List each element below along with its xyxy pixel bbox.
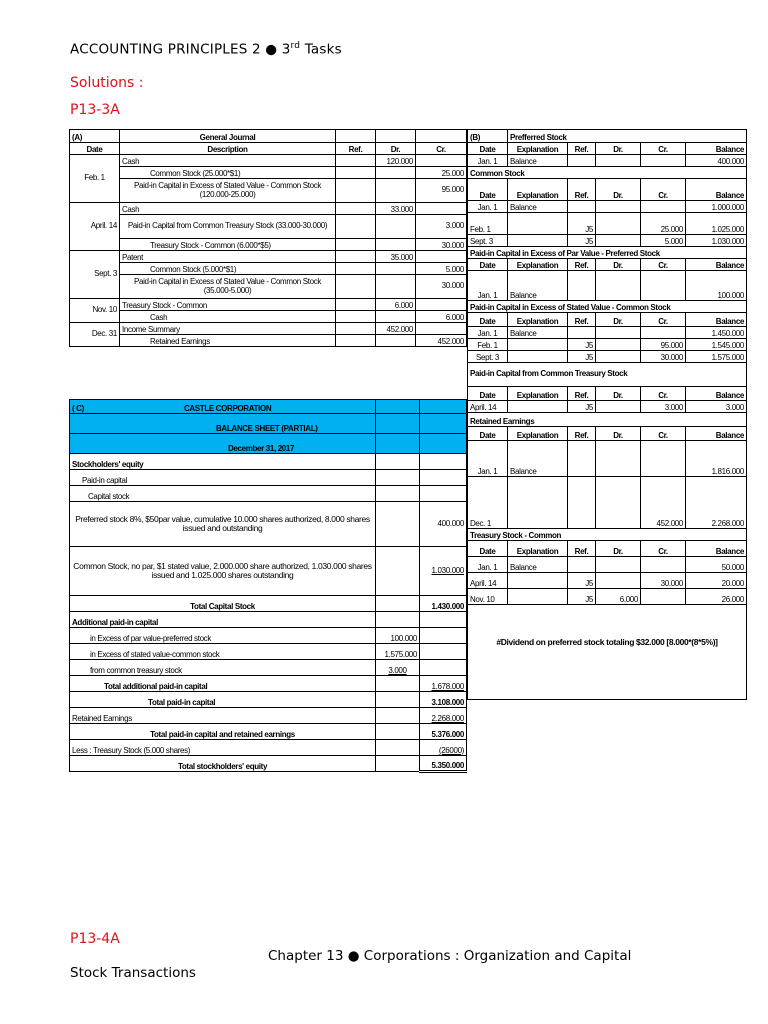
treasury-less-label: Less : Treasury Stock (5.000 shares) <box>70 740 376 756</box>
total-se-label: Total stockholders' equity <box>70 756 376 772</box>
col-description: Description <box>120 143 336 155</box>
chapter-footer-continued: Stock Transactions <box>70 965 196 981</box>
entry-date: Feb. 1 <box>70 155 120 203</box>
ledger-balance: 1.450.000 <box>686 327 747 339</box>
entry-desc: Paid-in Capital in Excess of Stated Value - Common Stock (35.000-5.000) <box>120 275 336 299</box>
ledger-col-balance: Balance <box>686 313 747 327</box>
ledger-ref: J5 <box>568 339 596 351</box>
ledger-col-dr: Dr. <box>596 427 641 441</box>
ledger-col-date: Date <box>468 259 508 271</box>
ledger-ref: J5 <box>568 573 596 589</box>
ledger-col-cr: Cr. <box>641 143 686 155</box>
ledger-col-date: Date <box>468 427 508 441</box>
ledger-cr: 30.000 <box>641 573 686 589</box>
ledger-col-balance: Balance <box>686 387 747 401</box>
ledger-explanation: Balance <box>508 327 568 339</box>
entry-date: Dec. 31 <box>70 323 120 347</box>
ledger-col-balance: Balance <box>686 427 747 441</box>
ledger-cr: 452.000 <box>641 477 686 529</box>
additional-pic-heading: Additional paid-in capital <box>70 612 376 628</box>
total-pic-value: 3.108.000 <box>420 692 467 708</box>
ledger-date: Dec. 1 <box>468 477 508 529</box>
ledger-ref: J5 <box>568 351 596 363</box>
ledger-cr: 5.000 <box>641 235 686 247</box>
ledger-balance: 1.030.000 <box>686 235 747 247</box>
document-title: ACCOUNTING PRINCIPLES 2 ● 3rd Tasks <box>70 41 342 58</box>
ledger-col-ref: Ref. <box>568 313 596 327</box>
entry-date: April. 14 <box>70 203 120 251</box>
ledger-date: Feb. 1 <box>468 213 508 235</box>
stockholders-equity-heading: Stockholders' equity <box>70 454 376 470</box>
ledger-explanation: Balance <box>508 441 568 477</box>
entry-cr: 30.000 <box>416 239 467 251</box>
ledger-title-retained-earnings: Retained Earnings <box>468 413 747 427</box>
entry-dr: 33.000 <box>376 203 416 215</box>
dividend-note: #Dividend on preferred stock totaling $32.000 [8.000*(8*5%)] <box>468 627 747 647</box>
col-date: Date <box>70 143 120 155</box>
retained-earnings-label: Retained Earnings <box>70 708 376 724</box>
entry-desc: Cash <box>120 203 336 215</box>
ledger-col-explanation: Explanation <box>508 427 568 441</box>
ledger-col-ref: Ref. <box>568 541 596 557</box>
ledger-title-preferred: Prefferred Stock <box>508 130 747 143</box>
ledger-date: Jan. 1 <box>468 327 508 339</box>
ledger-ref: J5 <box>568 235 596 247</box>
ledger-col-date: Date <box>468 313 508 327</box>
total-se-value: 5.350.000 <box>420 756 467 772</box>
ledger-col-dr: Dr. <box>596 259 641 271</box>
ledger-balance: 2.268.000 <box>686 477 747 529</box>
ledger-ref: J5 <box>568 401 596 413</box>
total-capital-stock-value: 1.430.000 <box>420 596 467 612</box>
ledger-balance: 400.000 <box>686 155 747 167</box>
apic-value: 3.000 <box>376 660 420 676</box>
entry-cr: 25.000 <box>416 167 467 179</box>
common-stock-value: 1.030.000 <box>420 547 467 596</box>
col-ref: Ref. <box>336 143 376 155</box>
ledger-date: Sept. 3 <box>468 351 508 363</box>
total-apic-label: Total additional paid-in capital <box>70 676 376 692</box>
preferred-stock-desc: Preferred stock 8%, $50par value, cumulative 10.000 shares authorized, 8.000 shares issued and outstanding <box>70 502 376 547</box>
entry-desc: Patent <box>120 251 336 263</box>
ledger-cr: 95.000 <box>641 339 686 351</box>
ledger-col-dr: Dr. <box>596 313 641 327</box>
entry-desc: Paid-in Capital from Common Treasury Stock (33.000-30.000) <box>120 215 336 239</box>
ledger-balance: 1.025.000 <box>686 213 747 235</box>
treasury-less-value: (26000) <box>420 740 467 756</box>
entry-desc: Paid-in Capital in Excess of Stated Value - Common Stock (120.000-25.000) <box>120 179 336 203</box>
ledger-explanation: Balance <box>508 201 568 213</box>
entry-cr: 3.000 <box>416 215 467 239</box>
ledger-cr: 25.000 <box>641 213 686 235</box>
journal-title: General Journal <box>120 130 336 143</box>
apic-value: 1.575.000 <box>376 644 420 660</box>
ledger-title-treasury-stock: Treasury Stock - Common <box>468 529 747 541</box>
ledger-col-cr: Cr. <box>641 259 686 271</box>
entry-desc: Cash <box>120 311 336 323</box>
ledger-col-ref: Ref. <box>568 427 596 441</box>
ledger-balance: 3.000 <box>686 401 747 413</box>
ledger-balance: 1.816.000 <box>686 441 747 477</box>
col-dr: Dr. <box>376 143 416 155</box>
ledger-col-cr: Cr. <box>641 313 686 327</box>
entry-dr: 35.000 <box>376 251 416 263</box>
balance-label: ( C) CASTLE CORPORATION <box>70 400 376 414</box>
entry-cr: 6.000 <box>416 311 467 323</box>
ledger-col-cr: Cr. <box>641 387 686 401</box>
col-cr: Cr. <box>416 143 467 155</box>
entry-desc: Common Stock (5.000*$1) <box>120 263 336 275</box>
balance-title: BALANCE SHEET (PARTIAL) <box>70 414 376 434</box>
capital-stock-label: Capital stock <box>70 486 376 502</box>
ledger-date: Jan. 1 <box>468 271 508 301</box>
total-pic-re-value: 5.376.000 <box>420 724 467 740</box>
ledger-col-dr: Dr. <box>596 387 641 401</box>
entry-desc: Treasury Stock - Common (6.000*$5) <box>120 239 336 251</box>
journal-label: (A) <box>70 130 120 143</box>
ledger-balance: 1.545.000 <box>686 339 747 351</box>
total-pic-re-label: Total paid-in capital and retained earnings <box>70 724 376 740</box>
apic-item: in Excess of stated value-common stock <box>70 644 376 660</box>
total-capital-stock-label: Total Capital Stock <box>70 596 376 612</box>
entry-date: Sept. 3 <box>70 251 120 299</box>
ledger-cr: 3.000 <box>641 401 686 413</box>
ledger-col-cr: Cr. <box>641 427 686 441</box>
entry-desc: Common Stock (25.000*$1) <box>120 167 336 179</box>
ledger-date: April. 14 <box>468 401 508 413</box>
ledger-balance: 100.000 <box>686 271 747 301</box>
ledger-label: (B) <box>468 130 508 143</box>
general-journal <box>69 129 466 347</box>
entry-desc: Income Summary <box>120 323 336 335</box>
apic-value: 100.000 <box>376 628 420 644</box>
ledger-col-date: Date <box>468 541 508 557</box>
entry-dr: 452.000 <box>376 323 416 335</box>
ledger-col-cr: Cr. <box>641 541 686 557</box>
ledger-balance: 1.000.000 <box>686 201 747 213</box>
ledger-date: Sept. 3 <box>468 235 508 247</box>
ledger-title-par-preferred: Paid-in Capital in Excess of Par Value - Preferred Stock <box>468 247 747 259</box>
ledger-col-date: Date <box>468 143 508 155</box>
apic-item: from common treasury stock <box>70 660 376 676</box>
entry-desc: Retained Earnings <box>120 335 336 347</box>
ledger-col-explanation: Explanation <box>508 387 568 401</box>
retained-earnings-value: 2.268.000 <box>420 708 467 724</box>
ledger-col-explanation: Explanation <box>508 313 568 327</box>
ledger-balance: 26.000 <box>686 589 747 605</box>
ledger-title-stated-common: Paid-in Capital in Excess of Stated Value - Common Stock <box>468 301 747 313</box>
ledger-col-balance: Balance <box>686 143 747 155</box>
ledger-col-explanation: Explanation <box>508 541 568 557</box>
ledger-col-balance: Balance <box>686 541 747 557</box>
ledger-title-treasury-paid-in: Paid-in Capital from Common Treasury Stock <box>468 363 747 387</box>
ledger-col-date: Date <box>468 387 508 401</box>
ledger-date: April. 14 <box>468 573 508 589</box>
ledger-col-dr: Dr. <box>596 541 641 557</box>
ledger-col-balance: Balance <box>686 179 747 201</box>
ledger-accounts <box>467 129 746 700</box>
ledger-col-explanation: Explanation <box>508 259 568 271</box>
ledger-explanation: Balance <box>508 155 568 167</box>
ledger-col-explanation: Explanation <box>508 143 568 155</box>
paid-in-capital-label: Paid-in capital <box>70 470 376 486</box>
ledger-col-ref: Ref. <box>568 259 596 271</box>
ledger-cr: 30.000 <box>641 351 686 363</box>
balance-sheet <box>69 399 466 773</box>
ledger-date: Nov. 10 <box>468 589 508 605</box>
problem-label-p13-3a: P13-3A <box>70 102 120 118</box>
ledger-balance: 50.000 <box>686 557 747 573</box>
entry-cr: 452.000 <box>416 335 467 347</box>
ledger-date: Jan. 1 <box>468 201 508 213</box>
ledger-date: Jan. 1 <box>468 441 508 477</box>
problem-label-p13-4a: P13-4A <box>70 931 120 947</box>
entry-dr: 6.000 <box>376 299 416 311</box>
ledger-balance: 1.575.000 <box>686 351 747 363</box>
total-pic-label: Total paid-in capital <box>70 692 376 708</box>
ledger-col-balance: Balance <box>686 259 747 271</box>
solutions-heading: Solutions : <box>70 75 144 91</box>
entry-desc: Treasury Stock - Common <box>120 299 336 311</box>
entry-dr: 120.000 <box>376 155 416 167</box>
entry-desc: Cash <box>120 155 336 167</box>
ledger-explanation: Balance <box>508 557 568 573</box>
ledger-explanation: Balance <box>508 271 568 301</box>
ledger-date: Feb. 1 <box>468 339 508 351</box>
ledger-dr: 6.000 <box>596 589 641 605</box>
ledger-col-ref: Ref. <box>568 143 596 155</box>
ledger-col-dr: Dr. <box>596 179 641 201</box>
ledger-col-dr: Dr. <box>596 143 641 155</box>
common-stock-desc: Common Stock, no par, $1 stated value, 2.000.000 share authorized, 1.030.000 shares issued and 1.025.000 shares outstanding <box>70 547 376 596</box>
ledger-title-common: Common Stock <box>468 167 747 179</box>
entry-date: Nov. 10 <box>70 299 120 323</box>
ledger-ref: J5 <box>568 213 596 235</box>
entry-cr: 95.000 <box>416 179 467 203</box>
total-apic-value: 1.678.000 <box>420 676 467 692</box>
ledger-col-ref: Ref. <box>568 179 596 201</box>
ledger-date: Jan. 1 <box>468 155 508 167</box>
ledger-col-cr: Cr. <box>641 179 686 201</box>
ledger-ref: J5 <box>568 589 596 605</box>
preferred-stock-value: 400.000 <box>420 502 467 547</box>
ledger-col-explanation: Explanation <box>508 179 568 201</box>
apic-item: in Excess of par value-preferred stock <box>70 628 376 644</box>
chapter-footer: Chapter 13 ● Corporations : Organization and Capital <box>268 948 632 964</box>
entry-cr: 5.000 <box>416 263 467 275</box>
ledger-col-ref: Ref. <box>568 387 596 401</box>
ledger-date: Jan. 1 <box>468 557 508 573</box>
balance-date: December 31, 2017 <box>70 434 376 454</box>
ledger-balance: 20.000 <box>686 573 747 589</box>
entry-cr: 30.000 <box>416 275 467 299</box>
ledger-col-date: Date <box>468 179 508 201</box>
